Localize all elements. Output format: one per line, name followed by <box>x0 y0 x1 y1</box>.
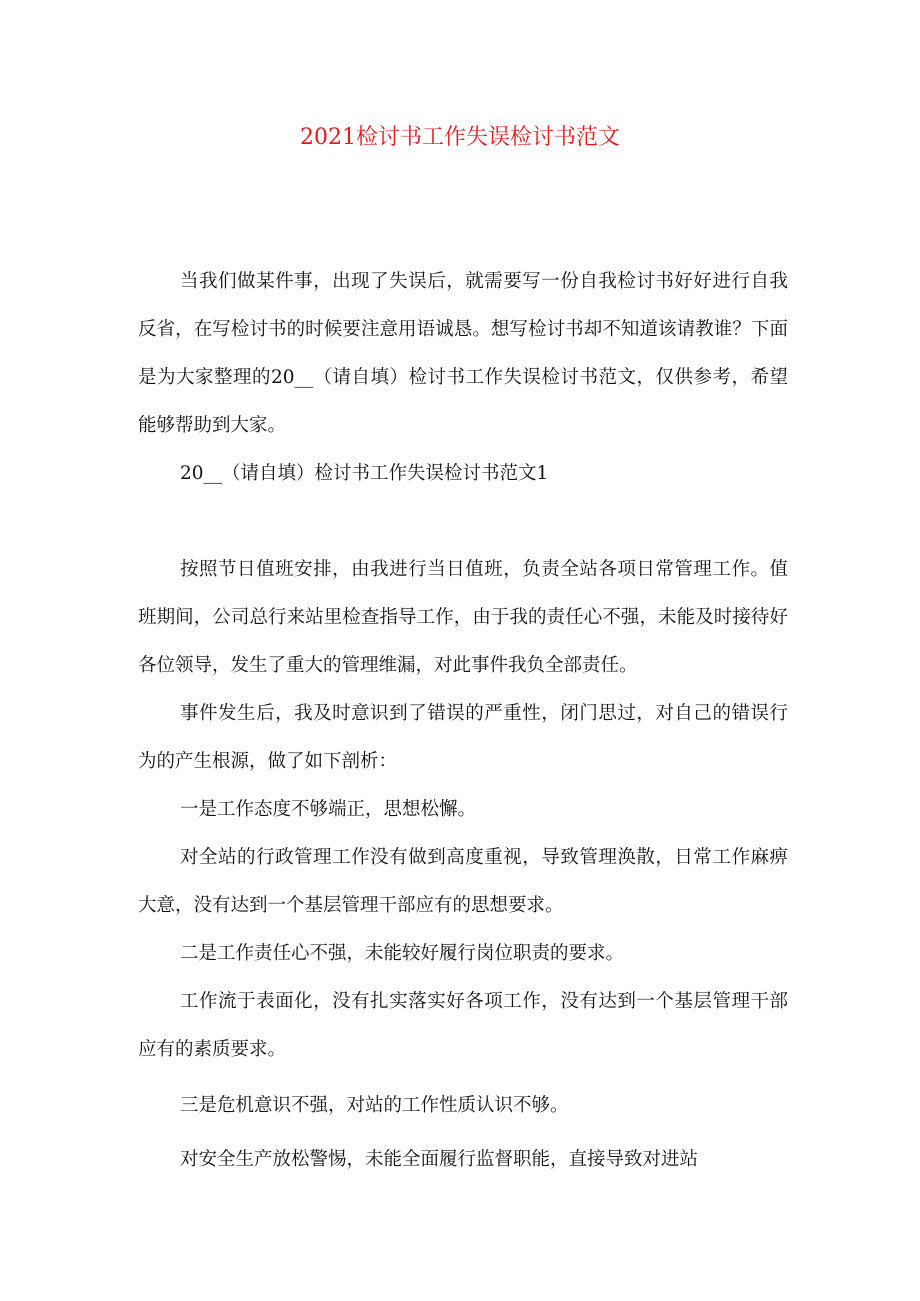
document-title: 2021检讨书工作失误检讨书范文 <box>300 125 620 150</box>
section-heading: 20__（请自填）检讨书工作失误检讨书范文1 <box>180 463 549 484</box>
body-paragraph: 对安全生产放松警惕，未能全面履行监督职能，直接导致对进站 <box>180 1149 699 1170</box>
body-paragraph: 事件发生后，我及时意识到了错误的严重性，闭门思过，对自己的错误行为的产生根源，做了如下剖析： <box>138 703 788 772</box>
body-paragraph: 按照节日值班安排，由我进行当日值班，负责全站各项日常管理工作。值班期间，公司总行来站里检查指导工作，由于我的责任心不强，未能及时接待好各位领导，发生了重大的管理维漏，对此事件我负全部责任。 <box>138 559 788 676</box>
body-paragraph: 工作流于表面化，没有扎实落实好各项工作，没有达到一个基层管理干部应有的素质要求。 <box>138 991 788 1060</box>
body-paragraph: 三是危机意识不强，对站的工作性质认识不够。 <box>180 1095 569 1116</box>
intro-paragraph: 当我们做某件事，出现了失误后，就需要写一份自我检讨书好好进行自我反省，在写检讨书的时候要注意用语诚恳。想写检讨书却不知道该请教谁？下面是为大家整理的20__（请自填）检讨书工作失误检讨书范文，仅供参考，希望能够帮助到大家。 <box>138 271 788 436</box>
body-paragraph: 一是工作态度不够端正，思想松懈。 <box>180 799 477 820</box>
body-paragraph: 二是工作责任心不强，未能较好履行岗位职责的要求。 <box>180 943 625 964</box>
body-paragraph: 对全站的行政管理工作没有做到高度重视，导致管理涣散，日常工作麻痹大意，没有达到一个基层管理干部应有的思想要求。 <box>138 847 788 916</box>
